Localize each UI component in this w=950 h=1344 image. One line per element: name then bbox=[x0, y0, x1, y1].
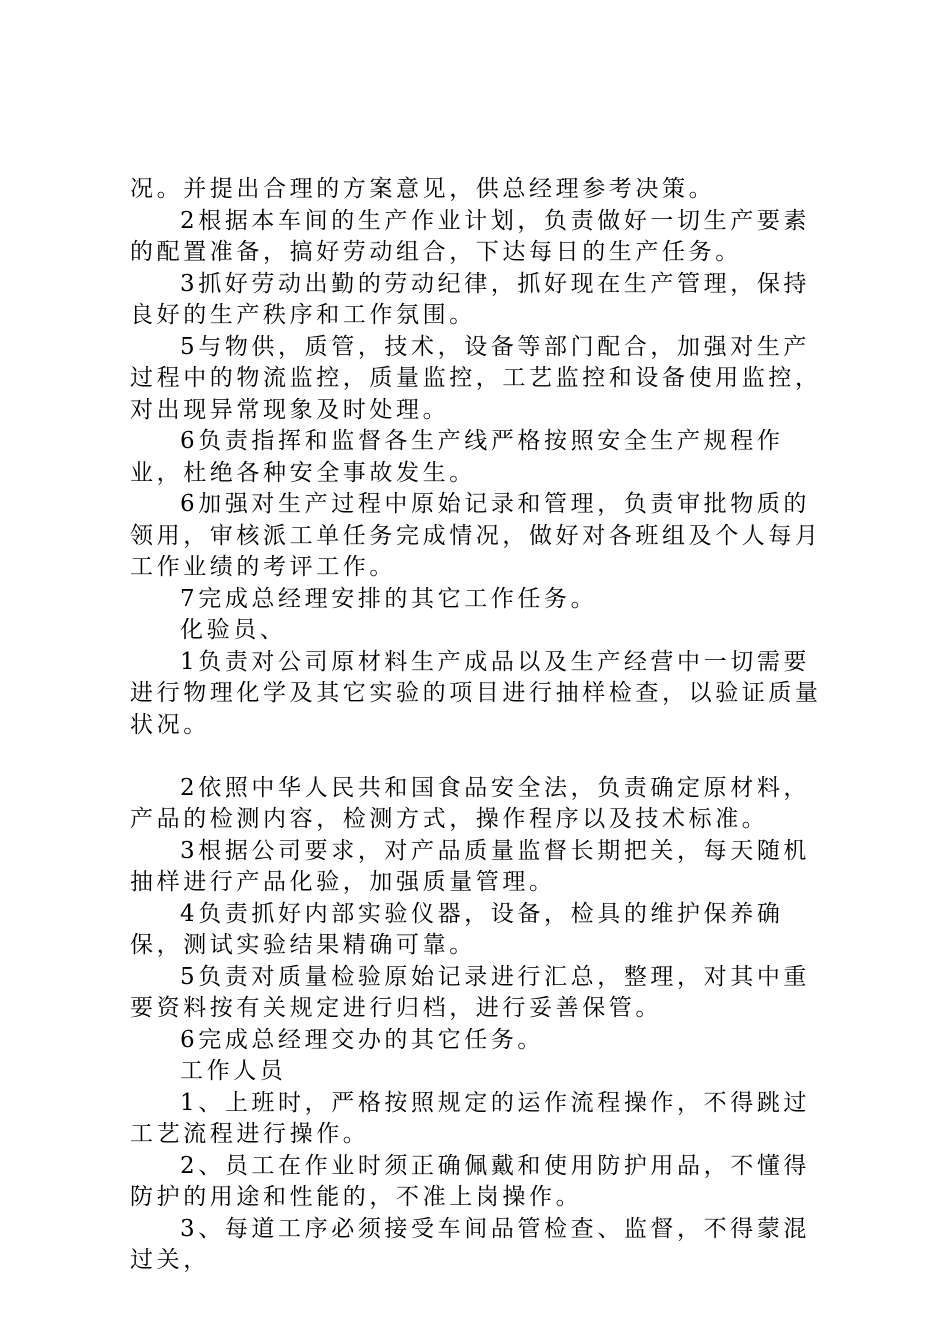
paragraph-2: 2根据本车间的生产作业计划，负责做好一切生产要素的配置准备，搞好劳动组合，下达每日的生产任务。 bbox=[130, 207, 811, 265]
section-heading-staff: 工作人员 bbox=[180, 1058, 287, 1084]
paragraph-11: 3根据公司要求，对产品质量监督长期把关，每天随机抽样进行产品化验，加强质量管理。 bbox=[130, 837, 811, 895]
paragraph-17: 2、员工在作业时须正确佩戴和使用防护用品，不懂得防护的用途和性能的，不准上岗操作。 bbox=[130, 1152, 811, 1210]
paragraph-12: 4负责抓好内部实验仪器，设备，检具的维护保养确保，测试实验结果精确可靠。 bbox=[130, 900, 784, 958]
paragraph-16: 1、上班时，严格按照规定的运作流程操作，不得跳过工艺流程进行操作。 bbox=[130, 1089, 811, 1147]
paragraph-6: 6加强对生产过程中原始记录和管理，负责审批物质的领用，审核派工单任务完成情况，做好对各班组及个人每月工作业绩的考评工作。 bbox=[130, 491, 822, 580]
paragraph-9: 1负责对公司原材料生产成品以及生产经营中一切需要进行物理化学及其它实验的项目进行抽样检查，以验证质量状况。 bbox=[130, 648, 822, 738]
paragraph-3: 3抓好劳动出勤的劳动纪律，抓好现在生产管理，保持良好的生产秩序和工作氛围。 bbox=[130, 270, 811, 328]
paragraph-14: 6完成总经理交办的其它任务。 bbox=[180, 1026, 545, 1053]
paragraph-18: 3、每道工序必须接受车间品管检查、监督，不得蒙混过关， bbox=[130, 1215, 811, 1273]
paragraph-7: 7完成总经理安排的其它工作任务。 bbox=[180, 585, 598, 612]
document-body bbox=[130, 174, 830, 1277]
paragraph-5: 6负责指挥和监督各生产线严格按照安全生产规程作业，杜绝各种安全事故发生。 bbox=[130, 428, 784, 486]
paragraph-1: 况。并提出合理的方案意见，供总经理参考决策。 bbox=[130, 176, 716, 202]
paragraph-13: 5负责对质量检验原始记录进行汇总，整理，对其中重要资料按有关规定进行归档，进行妥善保管。 bbox=[130, 963, 811, 1021]
section-heading-lab-technician: 化验员、 bbox=[180, 617, 287, 643]
paragraph-10: 2依照中华人民共和国食品安全法，负责确定原材料，产品的检测内容，检测方式，操作程序以及技术标准。 bbox=[130, 774, 811, 832]
paragraph-4: 5与物供，质管，技术，设备等部门配合，加强对生产过程中的物流监控，质量监控，工艺监控和设备使用监控，对出现异常现象及时处理。 bbox=[130, 333, 822, 423]
